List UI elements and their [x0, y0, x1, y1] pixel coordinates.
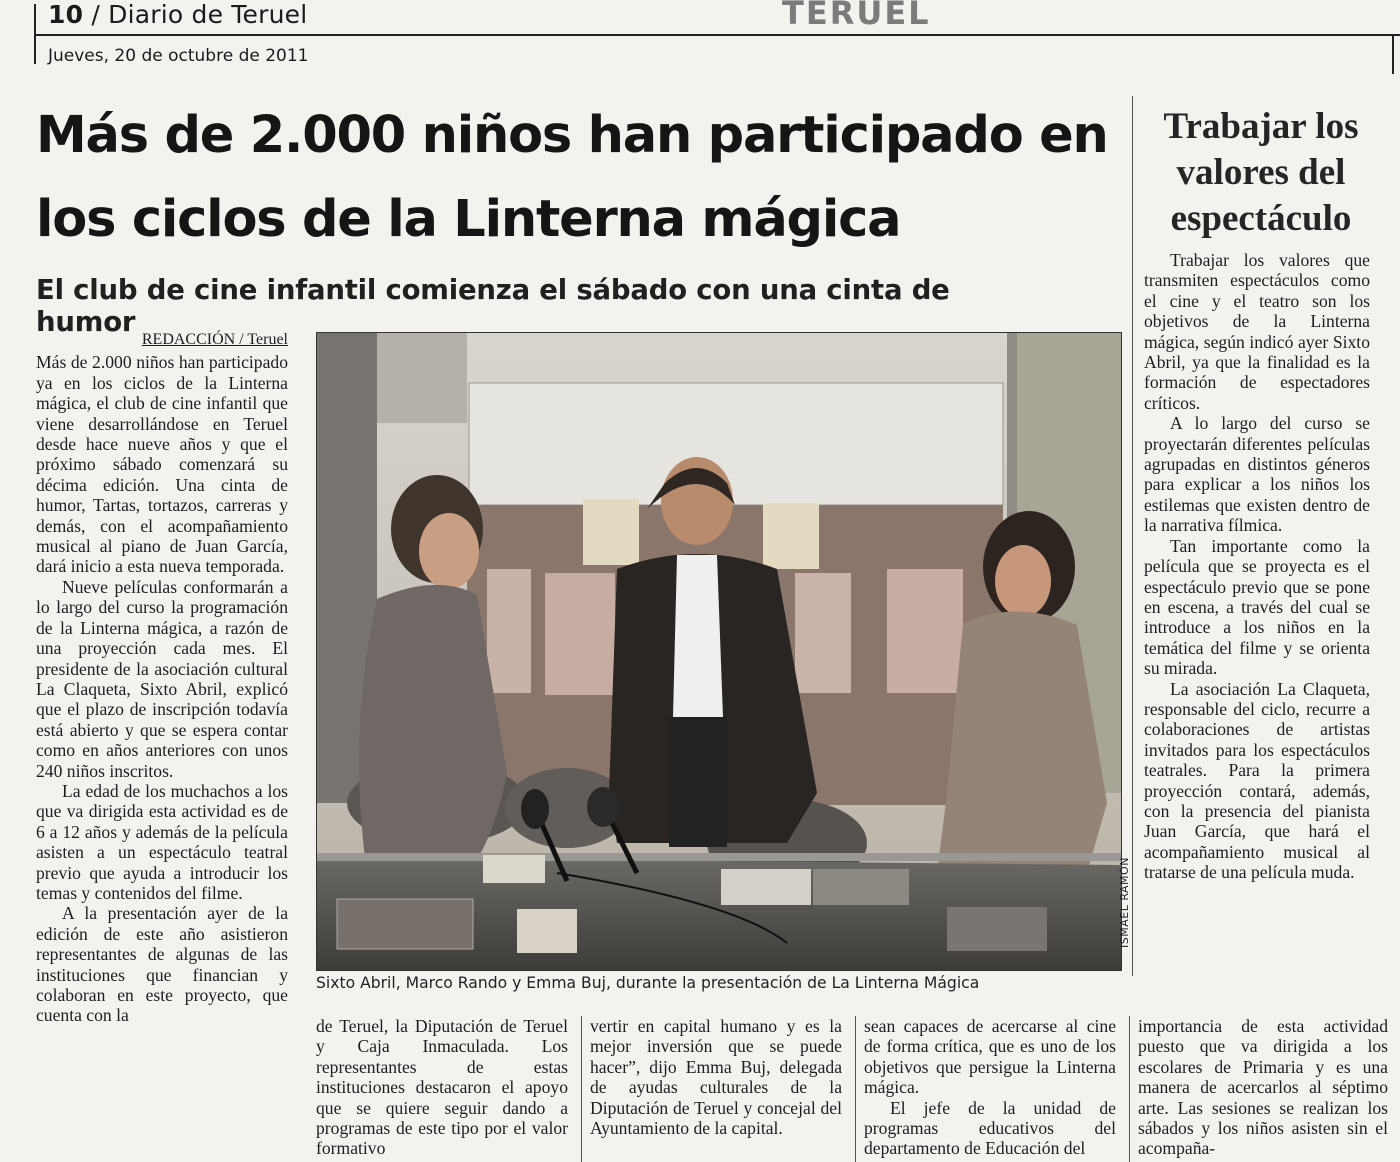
page-header: [48, 0, 307, 29]
byline: REDACCIÓN / Teruel: [141, 331, 288, 348]
article-paragraph: de Teruel, la Diputación de Teruel y Caja Inmaculada. Los representantes de estas instituciones destacaron el apoyo que se quiere seguir dando a programas de este tipo por el valor formativo: [316, 1016, 568, 1159]
sidebar-paragraph: A lo largo del curso se proyectarán diferentes películas agrupadas en distintos géneros para explicar a los niños los estilemas que existen dentro de la narrativa fílmica.: [1144, 413, 1370, 536]
column-divider: [1129, 1016, 1130, 1162]
sidebar-divider: [1132, 96, 1133, 976]
article-paragraph: Más de 2.000 niños han participado ya en los ciclos de la Linterna mágica, el club de cine infantil que viene desarrollándose en Teruel desde hace nueve años y que el próximo sábado comenzará su décima edición. Una cinta de humor, Tartas, tortazos, carreras y demás, con el acompañamiento musical al piano de Juan García, dará inicio a esta nueva temporada.: [36, 352, 288, 577]
press-photo: [316, 332, 1122, 971]
issue-date: Jueves, 20 de octubre de 2011: [48, 46, 309, 66]
sidebar-paragraph: La asociación La Claqueta, responsable del ciclo, recurre a colaboraciones de artistas invitados para los espectáculos teatrales. Para la primera proyección contará, además, con la presencia del pianista Juan García, que hará el acompañamiento musical al tratarse de una película muda.: [1144, 678, 1370, 883]
article-paragraph: Nueve películas conformarán a lo largo del curso la programación de la Linterna mágica, a razón de una proyección cada mes. El presidente de la asociación cultural La Claqueta, Sixto Abril, explicó que el plazo de inscripción todavía está abierto y que se espera contar como en años anteriores con unos 240 niños inscritos.: [36, 576, 288, 781]
section-title: TERUEL: [782, 0, 931, 32]
article-column-2: [316, 1016, 568, 1162]
article-column-3: [590, 1016, 842, 1162]
article-paragraph: A la presentación ayer de la edición de este año asistieron representantes de algunas de las instituciones que financian y colaboran en este proyecto, que cuenta con la: [36, 903, 288, 1026]
article-paragraph: El jefe de la unidad de programas educativos del departamento de Educación del: [864, 1097, 1116, 1159]
article-column-1: [36, 330, 288, 1026]
article-paragraph: La edad de los muchachos a los que va dirigida esta actividad es de 6 a 12 años y además de la película asisten a un espectáculo teatral previo que ayuda a introducir los temas y contenidos del filme.: [36, 780, 288, 903]
sidebar-title: Trabajar los valores del espectáculo: [1163, 106, 1359, 239]
header-rule: [34, 34, 1400, 36]
article-headline: Más de 2.000 niños han participado en los ciclos de la Linterna mágica: [36, 106, 1108, 249]
sidebar-paragraph: Tan importante como la película que se proyecta es el espectáculo previo que se pone en escena, a través del cual se introduce a los niños en la temática del filme y se orienta su mirada.: [1144, 535, 1370, 679]
column-divider: [581, 1016, 582, 1162]
article-column-5: [1138, 1016, 1388, 1162]
photo-illustration: [317, 333, 1121, 970]
page-number: 10: [48, 0, 84, 29]
article-paragraph: vertir en capital humano y es la mejor inversión que se puede hacer”, dijo Emma Buj, delegada de ayudas culturales de la Diputación de Teruel y concejal del Ayuntamiento de la capital.: [590, 1016, 842, 1139]
publication-name: / Diario de Teruel: [91, 0, 308, 29]
sidebar-paragraph: Trabajar los valores que transmiten espectáculos como el cine y el teatro son los objetivos de la Linterna mágica, según indicó ayer Sixto Abril, ya que la finalidad es la formación de espectadores críticos.: [1144, 250, 1370, 413]
header-rule-right: [1392, 34, 1394, 74]
column-divider: [855, 1016, 856, 1162]
sidebar-column: [1144, 250, 1370, 883]
photo-caption: Sixto Abril, Marco Rando y Emma Buj, durante la presentación de La Linterna Mágica: [316, 974, 980, 992]
article-paragraph: importancia de esta actividad puesto que va dirigida a los escolares de Primaria y es una manera de acercarlos al séptimo arte. Las sesiones se realizan los sábados y los niños asisten sin el acompaña-: [1138, 1016, 1388, 1159]
article-paragraph: sean capaces de acercarse al cine de forma crítica, que es uno de los objetivos que persigue la Linterna mágica.: [864, 1016, 1116, 1098]
article-column-4: [864, 1016, 1116, 1162]
photo-credit: ISMAEL RAMÓN: [1118, 857, 1131, 948]
article-subheadline: El club de cine infantil comienza el sábado con una cinta de humor: [36, 274, 950, 338]
